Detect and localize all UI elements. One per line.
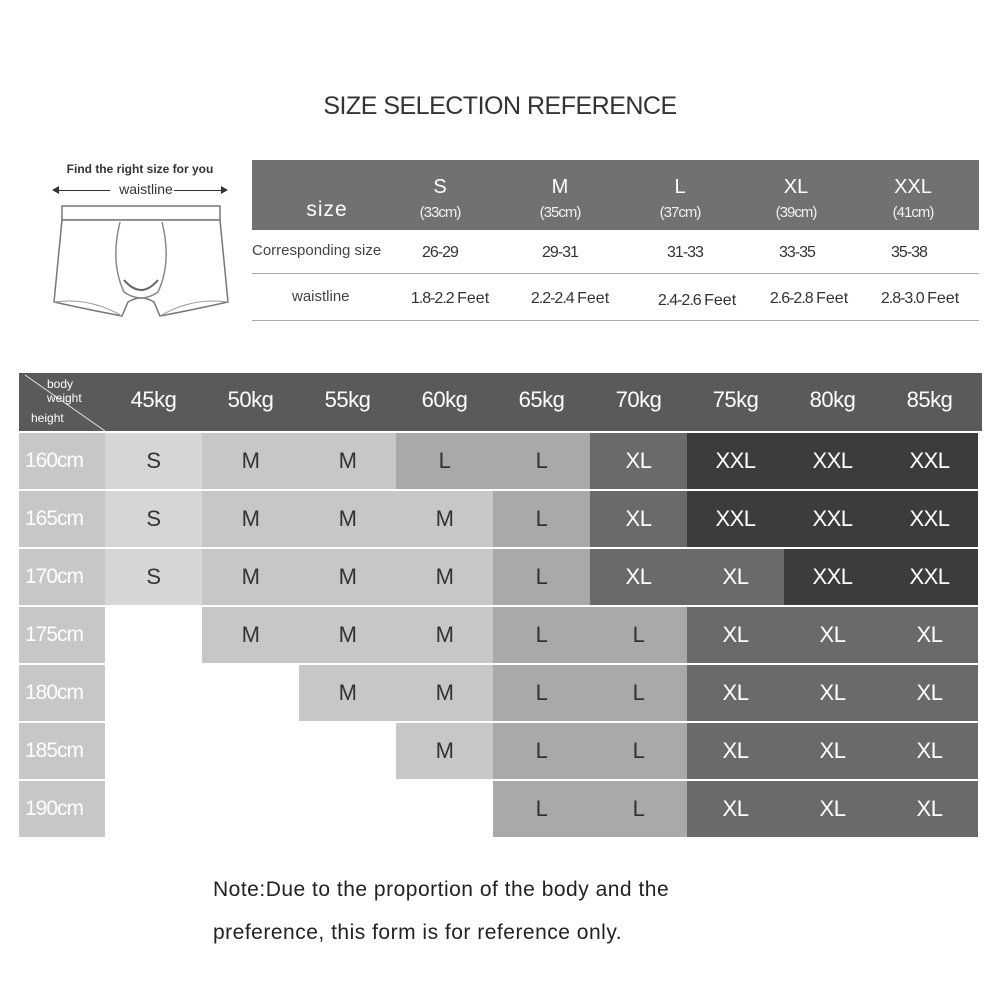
empty-cell: [105, 781, 202, 837]
diagram-waist-label: waistline: [119, 181, 173, 197]
size-value: L: [535, 564, 548, 589]
weight-header-75kg: 75kg: [712, 387, 759, 412]
size-value: XL: [916, 738, 943, 763]
size-value: XL: [722, 796, 749, 821]
size-value: M: [435, 622, 454, 647]
note-line-1: Note:Due to the proportion of the body and the: [213, 878, 670, 901]
size-cell: [881, 781, 978, 837]
weight-header-65kg: 65kg: [518, 387, 565, 412]
size-cell: [493, 607, 590, 663]
size-value: XL: [625, 506, 652, 531]
size-cell: [590, 549, 687, 605]
size-cell: [299, 491, 396, 547]
waistline-diagram: [40, 158, 240, 328]
height-label-185cm: 185cm: [19, 723, 105, 779]
size-cell: [299, 433, 396, 489]
height-label-175cm: 175cm: [19, 607, 105, 663]
size-value: M: [338, 680, 357, 705]
page-title: SIZE SELECTION REFERENCE: [323, 92, 677, 120]
empty-cell: [202, 665, 299, 721]
weight-header-60kg: 60kg: [421, 387, 468, 412]
size-col-m: M (35cm): [539, 176, 581, 221]
size-cell: [202, 433, 299, 489]
size-cell: [299, 549, 396, 605]
arrow-right-icon: [221, 186, 228, 194]
size-cell: [687, 723, 784, 779]
size-value: XL: [916, 680, 943, 705]
size-value: XXL: [812, 506, 853, 531]
size-cell: [396, 723, 493, 779]
divider: [252, 273, 979, 274]
note-line-2: preference, this form is for reference only.: [213, 921, 623, 944]
size-cell: [299, 665, 396, 721]
corner-weight-label: body weight: [47, 377, 82, 405]
size-cell: [396, 549, 493, 605]
size-value: L: [535, 622, 548, 647]
size-cell: [687, 607, 784, 663]
size-value: M: [241, 448, 260, 473]
size-cell: [493, 433, 590, 489]
height-label-180cm: 180cm: [19, 665, 105, 721]
size-value: M: [338, 622, 357, 647]
size-value: L: [632, 622, 645, 647]
size-value: XL: [722, 564, 749, 589]
size-cell: [396, 607, 493, 663]
size-value: M: [241, 564, 260, 589]
size-value: S: [146, 506, 161, 531]
height-label-160cm: 160cm: [19, 433, 105, 489]
size-value: L: [535, 448, 548, 473]
weight-header-85kg: 85kg: [906, 387, 953, 412]
size-cell: [590, 723, 687, 779]
weight-header-45kg: 45kg: [130, 387, 177, 412]
size-value: L: [535, 506, 548, 531]
empty-cell: [299, 723, 396, 779]
size-cell: [784, 781, 881, 837]
size-cell: [202, 607, 299, 663]
size-col-xl: XL (39cm): [775, 176, 817, 221]
size-value: XL: [625, 564, 652, 589]
height-label-170cm: 170cm: [19, 549, 105, 605]
size-cell: [784, 549, 881, 605]
reference-note: [213, 868, 833, 954]
waistline-row: waistline 1.8-2.2 Feet 2.2-2.4 Feet 2.4-2.6 Feet 2.6-2.8 Feet 2.8-3.0 Feet: [292, 288, 960, 309]
empty-cell: [202, 781, 299, 837]
size-cell: [202, 549, 299, 605]
empty-cell: [105, 665, 202, 721]
height-label-190cm: 190cm: [19, 781, 105, 837]
size-cell: [881, 723, 978, 779]
size-cell: [784, 491, 881, 547]
size-cell: [784, 723, 881, 779]
size-col-xxl: XXL (41cm): [892, 176, 934, 221]
size-cell: [493, 781, 590, 837]
size-value: S: [146, 448, 161, 473]
size-value: XL: [916, 796, 943, 821]
size-cell: [396, 491, 493, 547]
size-value: XL: [916, 622, 943, 647]
size-value: XL: [819, 738, 846, 763]
size-cell: [687, 491, 784, 547]
size-cell: [590, 491, 687, 547]
size-cell: [687, 433, 784, 489]
size-value: L: [535, 738, 548, 763]
size-value: XXL: [812, 448, 853, 473]
size-cell: [687, 781, 784, 837]
underwear-icon: [40, 202, 240, 332]
size-value: M: [338, 448, 357, 473]
size-cell: [105, 549, 202, 605]
size-value: XXL: [715, 506, 756, 531]
weight-header-50kg: 50kg: [227, 387, 274, 412]
size-cell: [105, 433, 202, 489]
size-header-label: size: [306, 198, 348, 221]
size-cell: [590, 607, 687, 663]
size-value: XL: [722, 622, 749, 647]
waistline-row-label: waistline: [292, 288, 350, 305]
size-cell: [590, 665, 687, 721]
size-cell: [493, 723, 590, 779]
size-value: L: [535, 680, 548, 705]
size-cell: [590, 433, 687, 489]
size-table-header: [252, 160, 979, 230]
size-value: XL: [625, 448, 652, 473]
size-cell: [493, 549, 590, 605]
size-cell: [396, 433, 493, 489]
size-value: M: [241, 506, 260, 531]
size-cell: [881, 607, 978, 663]
size-cell: [881, 665, 978, 721]
size-value: XL: [722, 680, 749, 705]
corresponding-size-label: Corresponding size: [252, 242, 382, 259]
weight-header-70kg: 70kg: [615, 387, 662, 412]
size-value: XXL: [909, 564, 950, 589]
size-cell: [493, 665, 590, 721]
size-cell: [881, 433, 978, 489]
size-value: S: [146, 564, 161, 589]
size-value: XXL: [909, 506, 950, 531]
size-value: M: [338, 564, 357, 589]
size-cell: [202, 491, 299, 547]
empty-cell: [396, 781, 493, 837]
size-value: M: [241, 622, 260, 647]
size-value: XL: [722, 738, 749, 763]
size-cell: [687, 549, 784, 605]
weight-header-55kg: 55kg: [324, 387, 371, 412]
size-cell: [396, 665, 493, 721]
size-value: M: [338, 506, 357, 531]
size-cell: [299, 607, 396, 663]
size-cell: [687, 665, 784, 721]
size-cell: [784, 433, 881, 489]
corner-cell: [19, 373, 105, 431]
size-value: L: [632, 680, 645, 705]
size-cell: [881, 491, 978, 547]
size-cell: [493, 491, 590, 547]
size-cell: [784, 665, 881, 721]
empty-cell: [202, 723, 299, 779]
size-col-l: L (37cm): [659, 176, 701, 221]
height-label-165cm: 165cm: [19, 491, 105, 547]
size-value: XL: [819, 796, 846, 821]
divider: [252, 320, 979, 321]
size-value: M: [435, 738, 454, 763]
size-value: XXL: [909, 448, 950, 473]
corresponding-size-row: Corresponding size 26-29 29-31 31-33 33-35 35-38: [252, 242, 927, 261]
size-cell: [784, 607, 881, 663]
diagram-caption: Find the right size for you: [66, 162, 214, 176]
size-value: XXL: [715, 448, 756, 473]
size-value: M: [435, 506, 454, 531]
size-value: L: [438, 448, 451, 473]
size-value: M: [435, 564, 454, 589]
waistline-arrow: [50, 180, 230, 200]
empty-cell: [105, 607, 202, 663]
size-value: M: [435, 680, 454, 705]
corner-height-label: height: [31, 411, 64, 425]
size-cell: [105, 491, 202, 547]
size-cell: [590, 781, 687, 837]
weight-header-80kg: 80kg: [809, 387, 856, 412]
size-col-s: S (33cm): [419, 176, 461, 221]
size-value: L: [535, 796, 548, 821]
size-cell: [881, 549, 978, 605]
size-value: L: [632, 796, 645, 821]
size-value: XL: [819, 680, 846, 705]
size-value: XL: [819, 622, 846, 647]
size-value: XXL: [812, 564, 853, 589]
size-value: L: [632, 738, 645, 763]
empty-cell: [105, 723, 202, 779]
size-chart-grid: [19, 373, 982, 838]
empty-cell: [299, 781, 396, 837]
